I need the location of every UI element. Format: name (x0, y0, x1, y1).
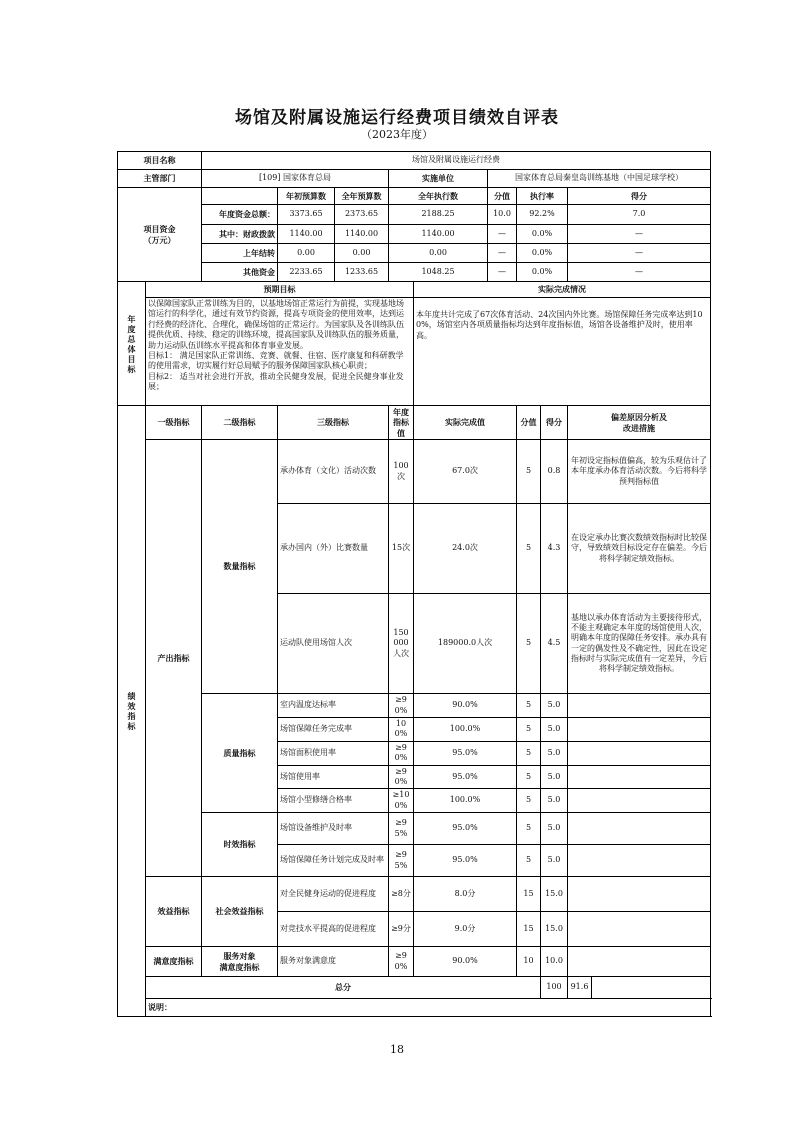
perf-header-level1: 一级指标 (146, 406, 202, 440)
indicator-deviation-note (568, 717, 711, 741)
document-subtitle: （2023年度） (361, 128, 433, 141)
indicator-weight: 10 (517, 947, 541, 977)
indicator-deviation-note (568, 912, 711, 947)
funds-cell: 92.2% (517, 205, 568, 225)
project-name-value: 场馆及附属设施运行经费 (202, 152, 711, 170)
indicator-deviation-note: 年初设定指标值偏高，较为乐观估计了本年度承办体育活动次数。今后将科学预判指标值 (568, 440, 711, 504)
indicator-actual: 90.0% (414, 694, 517, 718)
indicator-name: 场馆面积使用率 (278, 741, 389, 765)
funds-row (118, 225, 711, 244)
indicator-target: 100% (389, 717, 414, 741)
funds-cell: 2233.65 (278, 263, 335, 282)
funds-row (118, 205, 711, 225)
indicator-score: 5.0 (541, 845, 568, 877)
indicator-actual: 95.0% (414, 765, 517, 789)
funds-cell: 2373.65 (335, 205, 389, 225)
satisfaction-indicator-label: 满意度指标 (146, 947, 202, 977)
indicator-score: 15.0 (541, 877, 568, 912)
funds-row (118, 263, 711, 282)
funds-cell: 0.0% (517, 263, 568, 282)
indicator-name: 场馆保障任务完成率 (278, 717, 389, 741)
page-number: 18 (390, 1043, 404, 1056)
indicator-name: 运动队使用场馆人次 (278, 594, 389, 694)
funds-cell: 1048.25 (389, 263, 488, 282)
indicator-target: 15次 (389, 504, 414, 594)
perf-header-target: 年度指标值 (389, 406, 414, 440)
indicator-row (118, 440, 711, 504)
funds-cell: 7.0 (568, 205, 711, 225)
indicator-score: 4.5 (541, 594, 568, 694)
indicator-score: 5.0 (541, 717, 568, 741)
perf-header-row (118, 406, 711, 440)
indicator-weight: 5 (517, 504, 541, 594)
indicator-actual: 24.0次 (414, 504, 517, 594)
indicator-actual: 100.0% (414, 717, 517, 741)
indicator-actual: 8.0分 (414, 877, 517, 912)
unit-label: 实施单位 (389, 170, 488, 188)
funds-header-score: 得分 (568, 188, 711, 205)
funds-row-label: 其中：财政拨款 (202, 225, 278, 244)
indicator-name: 承办体育（文化）活动次数 (278, 440, 389, 504)
indicator-weight: 5 (517, 694, 541, 718)
funds-cell: — (568, 244, 711, 263)
perf-label: 绩效指标 (127, 691, 136, 732)
indicator-actual: 9.0分 (414, 912, 517, 947)
funds-row (118, 244, 711, 263)
quality-indicator-label: 质量指标 (202, 694, 278, 813)
indicator-target: ≥95% (389, 845, 414, 877)
indicator-actual: 189000.0人次 (414, 594, 517, 694)
indicator-weight: 5 (517, 789, 541, 813)
indicator-weight: 5 (517, 741, 541, 765)
remark-row (118, 999, 711, 1017)
goals-content-row (118, 298, 711, 406)
indicator-target: 150000人次 (389, 594, 414, 694)
funds-header-annual-budget: 全年预算数 (335, 188, 389, 205)
funds-header-rate: 执行率 (517, 188, 568, 205)
indicator-score: 4.3 (541, 504, 568, 594)
indicator-target: ≥90% (389, 694, 414, 718)
indicator-weight: 5 (517, 845, 541, 877)
department-row (118, 170, 711, 188)
indicator-deviation-note (568, 877, 711, 912)
funds-cell: — (568, 225, 711, 244)
indicator-weight: 15 (517, 877, 541, 912)
indicator-row (118, 947, 711, 977)
dept-label: 主管部门 (118, 170, 202, 188)
indicator-deviation-note (568, 765, 711, 789)
total-row (118, 977, 711, 999)
funds-cell: — (568, 263, 711, 282)
perf-label-cell (118, 406, 146, 1017)
indicator-row (118, 694, 711, 718)
actual-result-text: 本年度共计完成了67次体育活动、24次国内外比赛。场馆保障任务完成率达到100%，场馆室内各项质量指标均达到年度指标值，场馆各设备维护及时，使用率高。 (414, 298, 711, 406)
funds-cell: 1140.00 (278, 225, 335, 244)
goals-header-row (118, 282, 711, 298)
indicator-name: 场馆设备维护及时率 (278, 813, 389, 845)
funds-header-initial-budget: 年初预算数 (278, 188, 335, 205)
benefit-indicator-label: 效益指标 (146, 877, 202, 947)
indicator-weight: 5 (517, 717, 541, 741)
indicator-target: ≥95% (389, 813, 414, 845)
perf-header-weight: 分值 (517, 406, 541, 440)
indicator-target: 100次 (389, 440, 414, 504)
indicator-weight: 5 (517, 594, 541, 694)
funds-row-label: 年度资金总额： (202, 205, 278, 225)
indicator-score: 5.0 (541, 741, 568, 765)
indicator-score: 0.8 (541, 440, 568, 504)
goals-label: 年度总体目标 (127, 313, 136, 374)
perf-header-level3: 三级指标 (278, 406, 389, 440)
indicator-name: 场馆使用率 (278, 765, 389, 789)
funds-cell: 0.00 (389, 244, 488, 263)
total-weight: 100 (541, 977, 568, 999)
unit-value: 国家体育总局秦皇岛训练基地（中国足球学校） (488, 170, 711, 188)
indicator-score: 10.0 (541, 947, 568, 977)
funds-cell: 0.0% (517, 244, 568, 263)
expected-goal-text: 以保障国家队正常训练为目的，以基地场馆正常运行为前提，实现基地场馆运行的科学化，通过有效节约资源，提高专项资金的使用效率，达到运行经费的经济化、合理化，确保场馆的正常运行。为国家队及各训练队伍提供优质、持续、稳定的训练环境，提高国家队及训练队伍的服务质量，助力运动队伍训练水平提高和体育事业发展。 目标1： 满足国家队正常训练、竞赛、就餐、住宿、医疗康复和科研教学的使用需求，切实履行好总局赋予的服务保障国家队核心职责； 目标2： 适当对社会进行开放，推动全民健身发展，促进全民健身事业发展； (146, 298, 414, 406)
indicator-name: 场馆保障任务计划完成及时率 (278, 845, 389, 877)
indicator-weight: 5 (517, 813, 541, 845)
funds-header-blank (202, 188, 278, 205)
funds-cell: 1140.00 (335, 225, 389, 244)
satisfaction-sub-indicator-label: 服务对象 满意度指标 (202, 947, 278, 977)
funds-label: 项目资金 （万元） (118, 188, 202, 282)
indicator-target: ≥90% (389, 947, 414, 977)
total-blank (592, 977, 711, 999)
indicator-actual: 95.0% (414, 813, 517, 845)
indicator-score: 5.0 (541, 813, 568, 845)
project-name-label: 项目名称 (118, 152, 202, 170)
indicator-actual: 95.0% (414, 845, 517, 877)
indicator-deviation-note (568, 845, 711, 877)
indicator-actual: 100.0% (414, 789, 517, 813)
indicator-target: ≥100% (389, 789, 414, 813)
dept-value: [109] 国家体育总局 (202, 170, 389, 188)
perf-header-level2: 二级指标 (202, 406, 278, 440)
perf-header-score: 得分 (541, 406, 568, 440)
funds-cell: 1140.00 (389, 225, 488, 244)
goals-label-cell (118, 282, 146, 406)
indicator-row (118, 877, 711, 912)
indicator-deviation-note (568, 947, 711, 977)
indicator-deviation-note (568, 813, 711, 845)
indicator-weight: 15 (517, 912, 541, 947)
indicator-name: 对全民健身运动的促进程度 (278, 877, 389, 912)
funds-cell: 2188.25 (389, 205, 488, 225)
funds-cell: 0.0% (517, 225, 568, 244)
funds-cell: — (488, 225, 517, 244)
actual-result-header: 实际完成情况 (414, 282, 711, 298)
perf-header-actual: 实际完成值 (414, 406, 517, 440)
time-indicator-label: 时效指标 (202, 813, 278, 877)
total-label: 总分 (146, 977, 541, 999)
indicator-score: 5.0 (541, 789, 568, 813)
funds-cell: — (488, 244, 517, 263)
indicator-deviation-note: 在设定承办比赛次数绩效指标时比较保守，导致绩效目标设定存在偏差。今后将科学制定绩效指标。 (568, 504, 711, 594)
indicator-name: 室内温度达标率 (278, 694, 389, 718)
indicator-deviation-note (568, 789, 711, 813)
indicator-weight: 5 (517, 440, 541, 504)
expected-goal-header: 预期目标 (146, 282, 414, 298)
self-evaluation-table (117, 151, 711, 1017)
indicator-actual: 95.0% (414, 741, 517, 765)
indicator-name: 承办国内（外）比赛数量 (278, 504, 389, 594)
funds-cell: 0.00 (335, 244, 389, 263)
indicator-actual: 67.0次 (414, 440, 517, 504)
indicator-target: ≥90% (389, 741, 414, 765)
document-title: 场馆及附属设施运行经费项目绩效自评表 (235, 108, 559, 128)
funds-row-label: 其他资金 (202, 263, 278, 282)
remark-label: 说明： (146, 999, 711, 1017)
funds-cell: 10.0 (488, 205, 517, 225)
indicator-name: 对竞技水平提高的促进程度 (278, 912, 389, 947)
funds-cell: 1233.65 (335, 263, 389, 282)
indicator-name: 场馆小型修缮合格率 (278, 789, 389, 813)
funds-header-executed: 全年执行数 (389, 188, 488, 205)
indicator-row (118, 813, 711, 845)
indicator-score: 5.0 (541, 765, 568, 789)
indicator-actual: 90.0% (414, 947, 517, 977)
funds-header-weight: 分值 (488, 188, 517, 205)
indicator-score: 15.0 (541, 912, 568, 947)
indicator-target: ≥90% (389, 765, 414, 789)
project-name-row (118, 152, 711, 170)
indicator-deviation-note: 基地以承办体育活动为主要接待形式，不能主观确定本年度的场馆使用人次，明确本年度的保障任务安排。承办具有一定的偶发性及不确定性，因此在设定指标时与实际完成值有一定差异，今后将科学制定绩效指标。 (568, 594, 711, 694)
output-indicator-label: 产出指标 (146, 440, 202, 877)
funds-header-row (118, 188, 711, 205)
funds-cell: 0.00 (278, 244, 335, 263)
indicator-target: ≥8分 (389, 877, 414, 912)
total-score: 91.6 (568, 977, 592, 999)
indicator-deviation-note (568, 741, 711, 765)
funds-cell: — (488, 263, 517, 282)
indicator-deviation-note (568, 694, 711, 718)
indicator-score: 5.0 (541, 694, 568, 718)
indicator-weight: 5 (517, 765, 541, 789)
funds-row-label: 上年结转 (202, 244, 278, 263)
indicator-target: ≥9分 (389, 912, 414, 947)
funds-cell: 3373.65 (278, 205, 335, 225)
social-benefit-indicator-label: 社会效益指标 (202, 877, 278, 947)
perf-header-deviation: 偏差原因分析及 改进措施 (568, 406, 711, 440)
quantity-indicator-label: 数量指标 (202, 440, 278, 694)
indicator-name: 服务对象满意度 (278, 947, 389, 977)
